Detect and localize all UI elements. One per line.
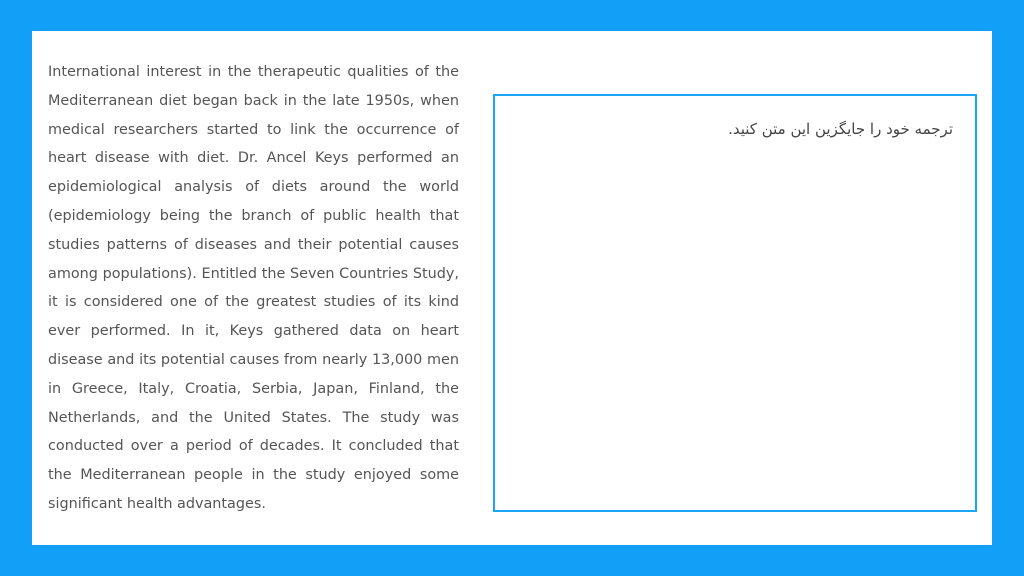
translation-box[interactable] (493, 94, 977, 512)
translation-placeholder-text[interactable]: ترجمه خود را جایگزین این متن کنید. (728, 120, 953, 138)
content-card (32, 31, 992, 545)
source-paragraph: International interest in the therapeutic qualities of the Mediterranean diet began back in the late 1950s, when medical researchers started to link the occurrence of heart disease with diet. Dr. Ancel Keys performed an epidemiological analysis of diets around the world (epidemiology being the branch of public health that studies patterns of diseases and their potential causes among populations). Entitled the Seven Countries Study, it is considered one of the greatest studies of its kind ever performed. In it, Keys gathered data on heart disease and its potential causes from nearly 13,000 men in Greece, Italy, Croatia, Serbia, Japan, Finland, the Netherlands, and the United States. The study was conducted over a period of decades. It concluded that the Mediterranean people in the study enjoyed some significant health advantages. (48, 64, 459, 512)
